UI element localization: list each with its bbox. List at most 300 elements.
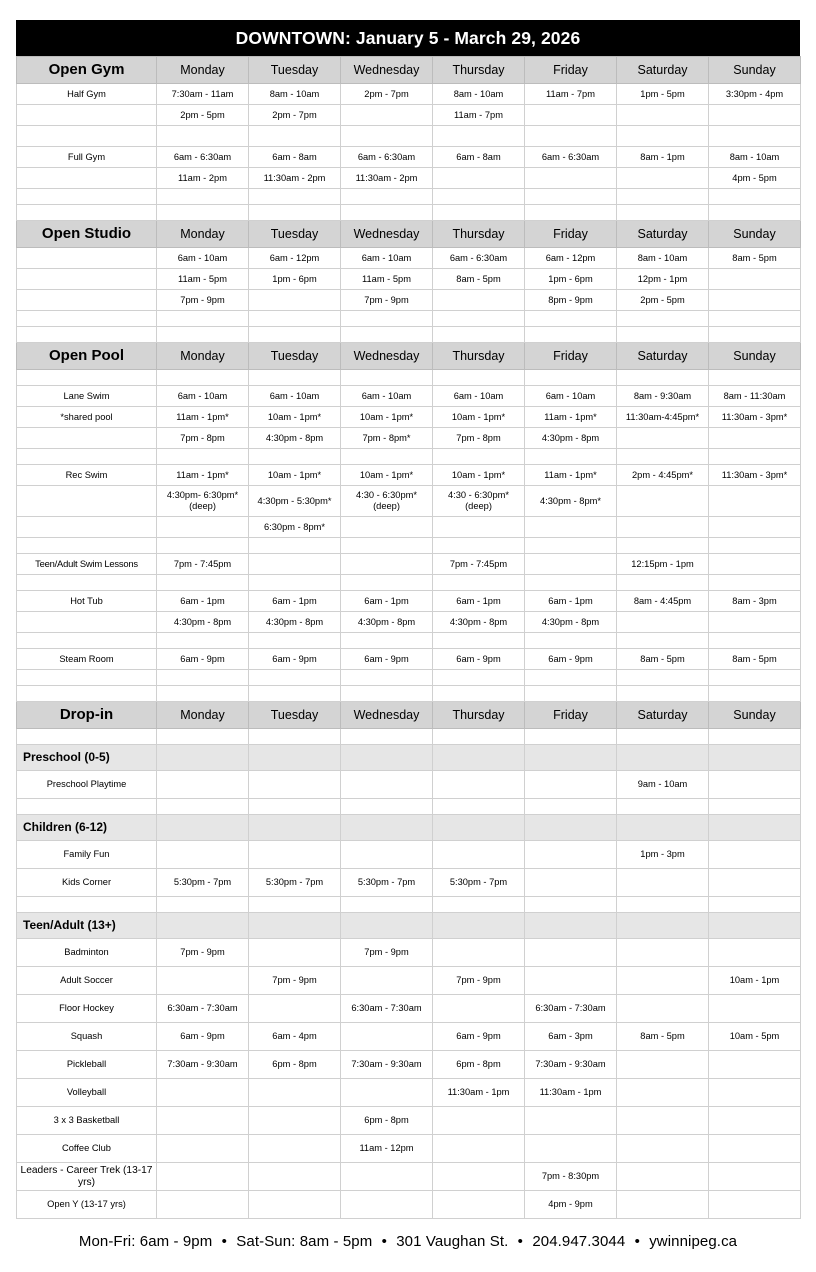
table-row bbox=[17, 554, 801, 575]
section-header-row bbox=[17, 221, 801, 248]
time-cell: 8am - 4:45pm bbox=[617, 591, 709, 612]
time-cell: 12:15pm - 1pm bbox=[617, 554, 709, 575]
empty-cell bbox=[433, 841, 525, 869]
empty-cell bbox=[525, 939, 617, 967]
time-cell: 2pm - 7pm bbox=[249, 105, 341, 126]
spacer-cell bbox=[709, 205, 801, 221]
spacer-row bbox=[17, 686, 801, 702]
time-cell: 6am - 10am bbox=[157, 248, 249, 269]
empty-cell bbox=[433, 1107, 525, 1135]
spacer-cell bbox=[433, 205, 525, 221]
day-header-friday: Friday bbox=[525, 702, 617, 729]
activity-label: Rec Swim bbox=[17, 465, 157, 486]
time-cell: 6am - 10am bbox=[341, 248, 433, 269]
section-title: Drop-in bbox=[17, 702, 157, 729]
empty-cell bbox=[433, 1163, 525, 1191]
empty-cell bbox=[709, 269, 801, 290]
spacer-row bbox=[17, 189, 801, 205]
footer-separator-3: • bbox=[517, 1233, 524, 1250]
empty-label bbox=[17, 290, 157, 311]
spacer-row bbox=[17, 370, 801, 386]
table-row bbox=[17, 84, 801, 105]
empty-cell bbox=[249, 554, 341, 575]
category-fill-cell bbox=[525, 913, 617, 939]
table-row bbox=[17, 869, 801, 897]
spacer-cell bbox=[525, 449, 617, 465]
time-cell: 8am - 11:30am bbox=[709, 386, 801, 407]
empty-cell bbox=[157, 771, 249, 799]
category-label: Preschool (0-5) bbox=[17, 745, 157, 771]
empty-cell bbox=[341, 841, 433, 869]
time-cell: 6:30am - 7:30am bbox=[341, 995, 433, 1023]
time-cell: 8am - 9:30am bbox=[617, 386, 709, 407]
footer-separator-4: • bbox=[634, 1233, 640, 1250]
time-cell: 6am - 6:30am bbox=[341, 147, 433, 168]
time-cell: 11:30am - 2pm bbox=[249, 168, 341, 189]
day-header-sunday: Sunday bbox=[709, 57, 801, 84]
time-cell: 4:30pm - 8pm bbox=[249, 612, 341, 633]
category-fill-cell bbox=[157, 815, 249, 841]
time-cell: 11am - 1pm* bbox=[157, 407, 249, 428]
spacer-cell bbox=[341, 897, 433, 913]
spacer-cell bbox=[17, 311, 157, 327]
spacer-cell bbox=[341, 189, 433, 205]
time-cell: 8am - 5pm bbox=[617, 649, 709, 670]
empty-cell bbox=[709, 1107, 801, 1135]
spacer-cell bbox=[17, 538, 157, 554]
spacer-cell bbox=[157, 686, 249, 702]
time-cell: 11:30am - 1pm bbox=[525, 1079, 617, 1107]
section-title: Open Pool bbox=[17, 343, 157, 370]
empty-cell bbox=[249, 995, 341, 1023]
table-row bbox=[17, 995, 801, 1023]
empty-cell bbox=[341, 1191, 433, 1219]
time-cell: 11am - 1pm* bbox=[525, 407, 617, 428]
table-row bbox=[17, 1163, 801, 1191]
activity-label: Open Y (13-17 yrs) bbox=[17, 1191, 157, 1219]
time-cell: 6am - 8am bbox=[249, 147, 341, 168]
time-cell: 6am - 4pm bbox=[249, 1023, 341, 1051]
spacer-cell bbox=[157, 189, 249, 205]
spacer-row bbox=[17, 729, 801, 745]
table-row bbox=[17, 1107, 801, 1135]
empty-cell bbox=[249, 126, 341, 147]
empty-cell bbox=[433, 517, 525, 538]
category-fill-cell bbox=[157, 913, 249, 939]
spacer-cell bbox=[157, 799, 249, 815]
spacer-cell bbox=[617, 311, 709, 327]
empty-cell bbox=[709, 428, 801, 449]
time-cell: 7pm - 8pm* bbox=[341, 428, 433, 449]
time-cell: 11am - 1pm* bbox=[157, 465, 249, 486]
empty-cell bbox=[525, 105, 617, 126]
empty-cell bbox=[709, 1135, 801, 1163]
category-fill-cell bbox=[709, 815, 801, 841]
category-fill-cell bbox=[249, 815, 341, 841]
time-cell: 7:30am - 11am bbox=[157, 84, 249, 105]
table-row bbox=[17, 269, 801, 290]
empty-cell bbox=[341, 1163, 433, 1191]
time-cell: 8am - 5pm bbox=[709, 649, 801, 670]
spacer-cell bbox=[17, 575, 157, 591]
time-cell: 11:30am-4:45pm* bbox=[617, 407, 709, 428]
empty-cell bbox=[617, 486, 709, 517]
day-header-monday: Monday bbox=[157, 57, 249, 84]
empty-cell bbox=[249, 939, 341, 967]
empty-cell bbox=[709, 995, 801, 1023]
spacer-cell bbox=[249, 449, 341, 465]
empty-cell bbox=[617, 995, 709, 1023]
time-cell: 5:30pm - 7pm bbox=[341, 869, 433, 897]
spacer-cell bbox=[17, 633, 157, 649]
spacer-row bbox=[17, 449, 801, 465]
spacer-cell bbox=[341, 205, 433, 221]
empty-cell bbox=[433, 168, 525, 189]
time-cell: 11am - 5pm bbox=[157, 269, 249, 290]
table-row bbox=[17, 841, 801, 869]
time-cell: 2pm - 4:45pm* bbox=[617, 465, 709, 486]
spacer-cell bbox=[709, 575, 801, 591]
spacer-cell bbox=[341, 686, 433, 702]
section-header-row bbox=[17, 343, 801, 370]
time-cell: 6am - 8am bbox=[433, 147, 525, 168]
spacer-cell bbox=[433, 729, 525, 745]
time-cell: 7pm - 8pm bbox=[433, 428, 525, 449]
spacer-cell bbox=[709, 729, 801, 745]
time-cell: 7pm - 7:45pm bbox=[157, 554, 249, 575]
empty-cell bbox=[157, 1107, 249, 1135]
table-row bbox=[17, 649, 801, 670]
activity-label: Family Fun bbox=[17, 841, 157, 869]
empty-label bbox=[17, 486, 157, 517]
day-header-wednesday: Wednesday bbox=[341, 343, 433, 370]
category-fill-cell bbox=[433, 745, 525, 771]
spacer-cell bbox=[709, 449, 801, 465]
spacer-row bbox=[17, 897, 801, 913]
day-header-sunday: Sunday bbox=[709, 343, 801, 370]
time-cell: 8pm - 9pm bbox=[525, 290, 617, 311]
empty-cell bbox=[617, 105, 709, 126]
spacer-cell bbox=[709, 799, 801, 815]
empty-cell bbox=[709, 1079, 801, 1107]
category-fill-cell bbox=[525, 815, 617, 841]
time-cell: 6am - 9pm bbox=[341, 649, 433, 670]
spacer-cell bbox=[341, 575, 433, 591]
table-row bbox=[17, 939, 801, 967]
time-cell: 1pm - 5pm bbox=[617, 84, 709, 105]
empty-cell bbox=[617, 1135, 709, 1163]
time-cell: 7pm - 9pm bbox=[157, 290, 249, 311]
category-fill-cell bbox=[617, 815, 709, 841]
spacer-row bbox=[17, 538, 801, 554]
empty-cell bbox=[341, 517, 433, 538]
empty-cell bbox=[433, 771, 525, 799]
empty-cell bbox=[525, 517, 617, 538]
spacer-cell bbox=[17, 327, 157, 343]
empty-label bbox=[17, 612, 157, 633]
spacer-cell bbox=[525, 799, 617, 815]
empty-cell bbox=[341, 771, 433, 799]
time-cell: 7pm - 9pm bbox=[157, 939, 249, 967]
category-row bbox=[17, 913, 801, 939]
time-cell: 11:30am - 2pm bbox=[341, 168, 433, 189]
time-cell: 6am - 9pm bbox=[525, 649, 617, 670]
spacer-cell bbox=[617, 897, 709, 913]
footer-info bbox=[16, 1233, 800, 1250]
empty-cell bbox=[249, 1107, 341, 1135]
empty-cell bbox=[709, 554, 801, 575]
time-cell: 6am - 9pm bbox=[433, 649, 525, 670]
empty-cell bbox=[709, 841, 801, 869]
footer-phone: 204.947.3044 bbox=[532, 1233, 626, 1250]
spacer-cell bbox=[157, 897, 249, 913]
empty-label bbox=[17, 248, 157, 269]
category-fill-cell bbox=[157, 745, 249, 771]
spacer-cell bbox=[525, 538, 617, 554]
empty-cell bbox=[617, 517, 709, 538]
time-cell: 11:30am - 3pm* bbox=[709, 407, 801, 428]
spacer-cell bbox=[709, 189, 801, 205]
table-row bbox=[17, 290, 801, 311]
spacer-cell bbox=[525, 670, 617, 686]
empty-cell bbox=[617, 1079, 709, 1107]
empty-cell bbox=[157, 517, 249, 538]
spacer-cell bbox=[17, 897, 157, 913]
time-cell: 4:30pm - 5:30pm* bbox=[249, 486, 341, 517]
spacer-cell bbox=[341, 670, 433, 686]
time-cell: 10am - 1pm bbox=[709, 967, 801, 995]
activity-label: Kids Corner bbox=[17, 869, 157, 897]
day-header-tuesday: Tuesday bbox=[249, 57, 341, 84]
spacer-cell bbox=[249, 729, 341, 745]
schedule-table bbox=[16, 56, 801, 1219]
time-cell: 10am - 1pm* bbox=[341, 465, 433, 486]
spacer-cell bbox=[433, 897, 525, 913]
spacer-cell bbox=[617, 670, 709, 686]
empty-cell bbox=[709, 1163, 801, 1191]
spacer-cell bbox=[17, 670, 157, 686]
spacer-cell bbox=[157, 311, 249, 327]
time-cell: 10am - 5pm bbox=[709, 1023, 801, 1051]
time-cell: 10am - 1pm* bbox=[341, 407, 433, 428]
time-cell: 8am - 5pm bbox=[617, 1023, 709, 1051]
time-cell: 7pm - 8:30pm bbox=[525, 1163, 617, 1191]
spacer-cell bbox=[525, 311, 617, 327]
time-cell: 6pm - 8pm bbox=[341, 1107, 433, 1135]
time-cell: 4pm - 9pm bbox=[525, 1191, 617, 1219]
empty-cell bbox=[525, 1135, 617, 1163]
table-row bbox=[17, 1135, 801, 1163]
spacer-cell bbox=[433, 449, 525, 465]
category-fill-cell bbox=[433, 815, 525, 841]
day-header-thursday: Thursday bbox=[433, 343, 525, 370]
category-fill-cell bbox=[341, 815, 433, 841]
footer-separator-1: • bbox=[221, 1233, 227, 1250]
time-cell: 4:30pm - 8pm bbox=[341, 612, 433, 633]
empty-cell bbox=[709, 517, 801, 538]
empty-cell bbox=[525, 869, 617, 897]
day-header-monday: Monday bbox=[157, 702, 249, 729]
empty-cell bbox=[525, 1107, 617, 1135]
time-cell: 5:30pm - 7pm bbox=[249, 869, 341, 897]
table-row bbox=[17, 486, 801, 517]
time-cell: 6am - 12pm bbox=[525, 248, 617, 269]
spacer-cell bbox=[249, 327, 341, 343]
spacer-cell bbox=[433, 799, 525, 815]
empty-cell bbox=[709, 939, 801, 967]
activity-label: Full Gym bbox=[17, 147, 157, 168]
time-cell: 5:30pm - 7pm bbox=[157, 869, 249, 897]
time-cell: 6am - 10am bbox=[157, 386, 249, 407]
spacer-cell bbox=[525, 897, 617, 913]
footer-weekday-hours: Mon-Fri: 6am - 9pm bbox=[78, 1233, 213, 1250]
spacer-cell bbox=[433, 633, 525, 649]
table-row bbox=[17, 105, 801, 126]
empty-cell bbox=[709, 771, 801, 799]
spacer-row bbox=[17, 205, 801, 221]
time-cell: 1pm - 6pm bbox=[525, 269, 617, 290]
time-cell: 6am - 10am bbox=[525, 386, 617, 407]
time-cell: 6:30am - 7:30am bbox=[525, 995, 617, 1023]
time-cell: 8am - 5pm bbox=[433, 269, 525, 290]
spacer-cell bbox=[433, 686, 525, 702]
empty-cell bbox=[617, 168, 709, 189]
empty-cell bbox=[249, 1191, 341, 1219]
category-row bbox=[17, 815, 801, 841]
time-cell: 4:30pm - 8pm* bbox=[525, 486, 617, 517]
table-row bbox=[17, 465, 801, 486]
empty-cell bbox=[709, 105, 801, 126]
time-cell: 8am - 1pm bbox=[617, 147, 709, 168]
spacer-row bbox=[17, 633, 801, 649]
empty-cell bbox=[709, 869, 801, 897]
table-row bbox=[17, 1191, 801, 1219]
spacer-cell bbox=[709, 538, 801, 554]
time-cell: 11am - 7pm bbox=[525, 84, 617, 105]
activity-label: Leaders - Career Trek (13-17 yrs) bbox=[17, 1163, 157, 1191]
time-cell: 7:30am - 9:30am bbox=[341, 1051, 433, 1079]
time-cell: 8am - 10am bbox=[709, 147, 801, 168]
empty-cell bbox=[617, 428, 709, 449]
empty-cell bbox=[617, 869, 709, 897]
time-cell: 6am - 1pm bbox=[341, 591, 433, 612]
time-cell: 1pm - 3pm bbox=[617, 841, 709, 869]
empty-cell bbox=[525, 168, 617, 189]
spacer-cell bbox=[249, 686, 341, 702]
time-cell: 4:30 - 6:30pm* (deep) bbox=[341, 486, 433, 517]
spacer-cell bbox=[157, 575, 249, 591]
category-label: Children (6-12) bbox=[17, 815, 157, 841]
time-cell: 4:30 - 6:30pm* (deep) bbox=[433, 486, 525, 517]
category-fill-cell bbox=[617, 913, 709, 939]
empty-cell bbox=[617, 1107, 709, 1135]
empty-cell bbox=[341, 967, 433, 995]
time-cell: 11am - 1pm* bbox=[525, 465, 617, 486]
category-fill-cell bbox=[341, 745, 433, 771]
category-fill-cell bbox=[709, 745, 801, 771]
table-row bbox=[17, 386, 801, 407]
empty-cell bbox=[249, 1163, 341, 1191]
empty-cell bbox=[709, 126, 801, 147]
spacer-cell bbox=[709, 370, 801, 386]
spacer-cell bbox=[709, 670, 801, 686]
spacer-cell bbox=[17, 799, 157, 815]
spacer-cell bbox=[157, 449, 249, 465]
day-header-friday: Friday bbox=[525, 343, 617, 370]
day-header-thursday: Thursday bbox=[433, 221, 525, 248]
day-header-saturday: Saturday bbox=[617, 343, 709, 370]
activity-label: Floor Hockey bbox=[17, 995, 157, 1023]
time-cell: 6am - 9pm bbox=[157, 649, 249, 670]
empty-cell bbox=[433, 1135, 525, 1163]
time-cell: 6am - 1pm bbox=[433, 591, 525, 612]
activity-label: Teen/Adult Swim Lessons bbox=[17, 554, 157, 575]
spacer-cell bbox=[341, 327, 433, 343]
empty-cell bbox=[157, 1163, 249, 1191]
activity-label: Squash bbox=[17, 1023, 157, 1051]
empty-cell bbox=[709, 1191, 801, 1219]
spacer-row bbox=[17, 327, 801, 343]
empty-cell bbox=[433, 290, 525, 311]
time-cell: 4pm - 5pm bbox=[709, 168, 801, 189]
empty-cell bbox=[709, 486, 801, 517]
time-cell: 7pm - 8pm bbox=[157, 428, 249, 449]
spacer-cell bbox=[617, 538, 709, 554]
time-cell: 11am - 5pm bbox=[341, 269, 433, 290]
time-cell: 6am - 10am bbox=[249, 386, 341, 407]
empty-cell bbox=[157, 841, 249, 869]
spacer-cell bbox=[17, 189, 157, 205]
spacer-cell bbox=[157, 633, 249, 649]
activity-label: *shared pool bbox=[17, 407, 157, 428]
empty-cell bbox=[617, 967, 709, 995]
spacer-row bbox=[17, 799, 801, 815]
time-cell: 6am - 10am bbox=[341, 386, 433, 407]
time-cell: 7pm - 9pm bbox=[341, 290, 433, 311]
day-header-saturday: Saturday bbox=[617, 57, 709, 84]
spacer-cell bbox=[617, 370, 709, 386]
table-row bbox=[17, 1051, 801, 1079]
table-row bbox=[17, 517, 801, 538]
category-fill-cell bbox=[617, 745, 709, 771]
category-fill-cell bbox=[525, 745, 617, 771]
time-cell: 9am - 10am bbox=[617, 771, 709, 799]
day-header-monday: Monday bbox=[157, 343, 249, 370]
spacer-cell bbox=[341, 538, 433, 554]
empty-cell bbox=[249, 841, 341, 869]
spacer-cell bbox=[157, 670, 249, 686]
spacer-cell bbox=[17, 686, 157, 702]
footer-address: 301 Vaughan St. bbox=[396, 1233, 509, 1250]
empty-cell bbox=[709, 290, 801, 311]
spacer-cell bbox=[433, 575, 525, 591]
time-cell: 1pm - 6pm bbox=[249, 269, 341, 290]
day-header-thursday: Thursday bbox=[433, 702, 525, 729]
time-cell: 6am - 10am bbox=[433, 386, 525, 407]
time-cell: 4:30pm - 8pm bbox=[249, 428, 341, 449]
empty-cell bbox=[249, 771, 341, 799]
spacer-cell bbox=[617, 575, 709, 591]
time-cell: 2pm - 7pm bbox=[341, 84, 433, 105]
spacer-cell bbox=[617, 327, 709, 343]
spacer-cell bbox=[709, 897, 801, 913]
activity-label: Preschool Playtime bbox=[17, 771, 157, 799]
empty-cell bbox=[525, 126, 617, 147]
empty-cell bbox=[157, 1191, 249, 1219]
spacer-cell bbox=[617, 686, 709, 702]
empty-cell bbox=[249, 1135, 341, 1163]
section-header-row bbox=[17, 57, 801, 84]
